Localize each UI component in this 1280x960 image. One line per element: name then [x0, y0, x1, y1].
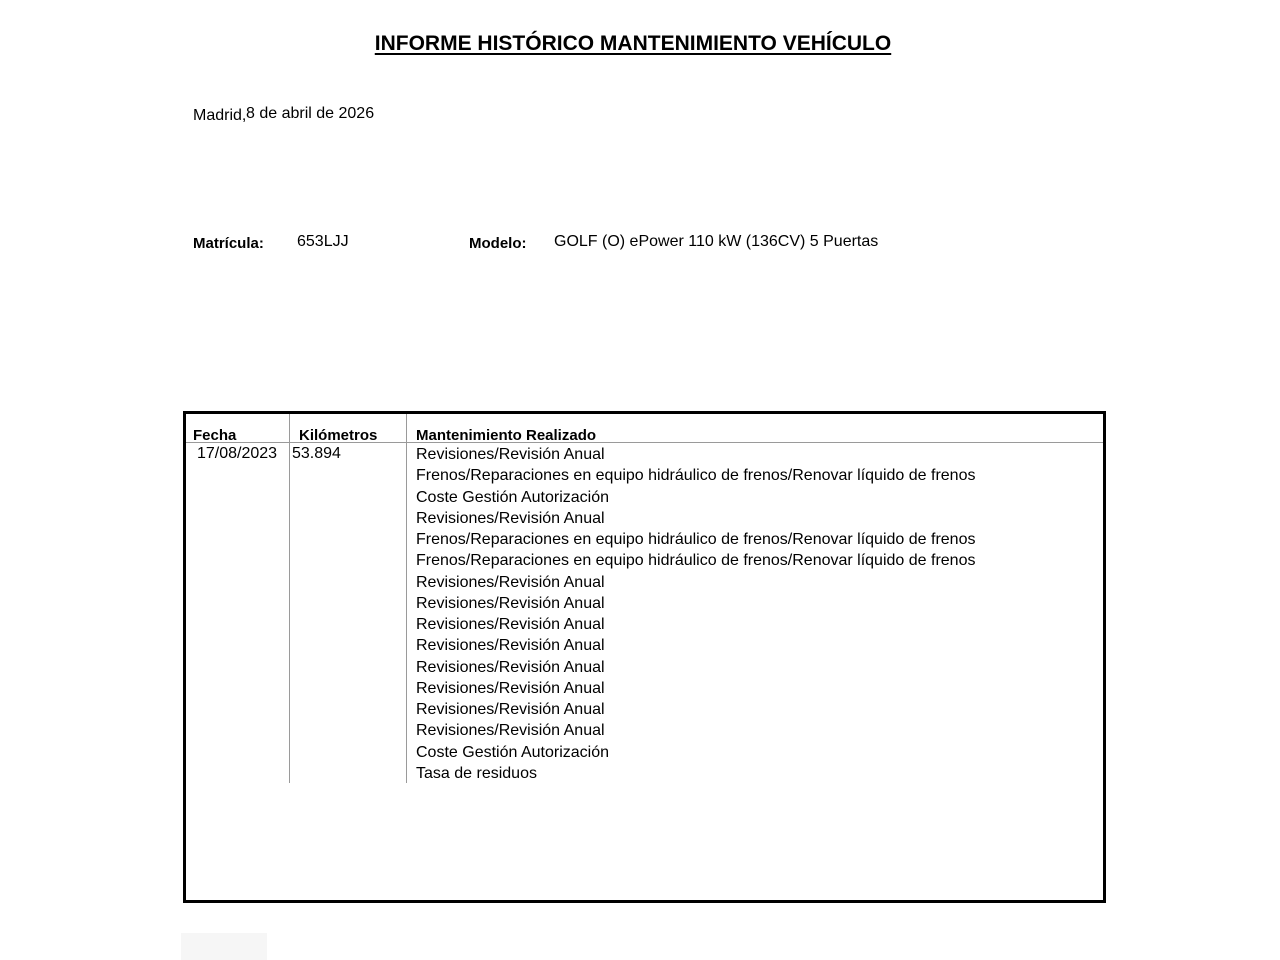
list-item: Revisiones/Revisión Anual — [416, 701, 605, 718]
row-km: 53.894 — [292, 445, 341, 462]
list-item: Revisiones/Revisión Anual — [416, 573, 605, 591]
report-title: INFORME HISTÓRICO MANTENIMIENTO VEHÍCULO — [374, 32, 892, 55]
place-text: Madrid, — [193, 107, 247, 124]
list-item: Revisiones/Revisión Anual — [416, 658, 605, 676]
list-item: Revisiones/Revisión Anual — [416, 679, 605, 697]
list-item: Revisiones/Revisión Anual — [416, 446, 605, 463]
column-divider-km — [406, 414, 407, 783]
list-item: Revisiones/Revisión Anual — [416, 616, 605, 633]
row-date: 17/08/2023 — [197, 445, 278, 462]
header-date: Fecha — [193, 427, 237, 444]
list-item: Revisiones/Revisión Anual — [416, 722, 605, 740]
list-item: Frenos/Reparaciones en equipo hidráulico de frenos/Renovar líquido de frenos — [416, 552, 976, 570]
list-item: Revisiones/Revisión Anual — [416, 637, 605, 655]
maintenance-table — [183, 411, 1106, 903]
list-item: Frenos/Reparaciones en equipo hidráulico de frenos/Renovar líquido de frenos — [416, 467, 976, 485]
date-text: 8 de abril de 2026 — [246, 105, 375, 122]
maintenance-list — [416, 444, 975, 784]
plate-value: 653LJJ — [297, 233, 349, 250]
list-item: Revisiones/Revisión Anual — [416, 594, 605, 612]
column-divider-date — [289, 414, 290, 783]
header-km: Kilómetros — [299, 427, 378, 444]
list-item: Coste Gestión Autorización — [416, 743, 609, 761]
footer-blank-area — [181, 933, 267, 960]
model-value: GOLF (O) ePower 110 kW (136CV) 5 Puertas — [554, 233, 879, 250]
list-item: Tasa de residuos — [416, 764, 537, 782]
list-item: Coste Gestión Autorización — [416, 488, 609, 506]
list-item: Revisiones/Revisión Anual — [416, 509, 605, 527]
header-maintenance: Mantenimiento Realizado — [416, 427, 597, 444]
list-item: Frenos/Reparaciones en equipo hidráulico de frenos/Renovar líquido de frenos — [416, 531, 976, 548]
model-label: Modelo: — [469, 235, 527, 252]
plate-label: Matrícula: — [193, 235, 264, 252]
